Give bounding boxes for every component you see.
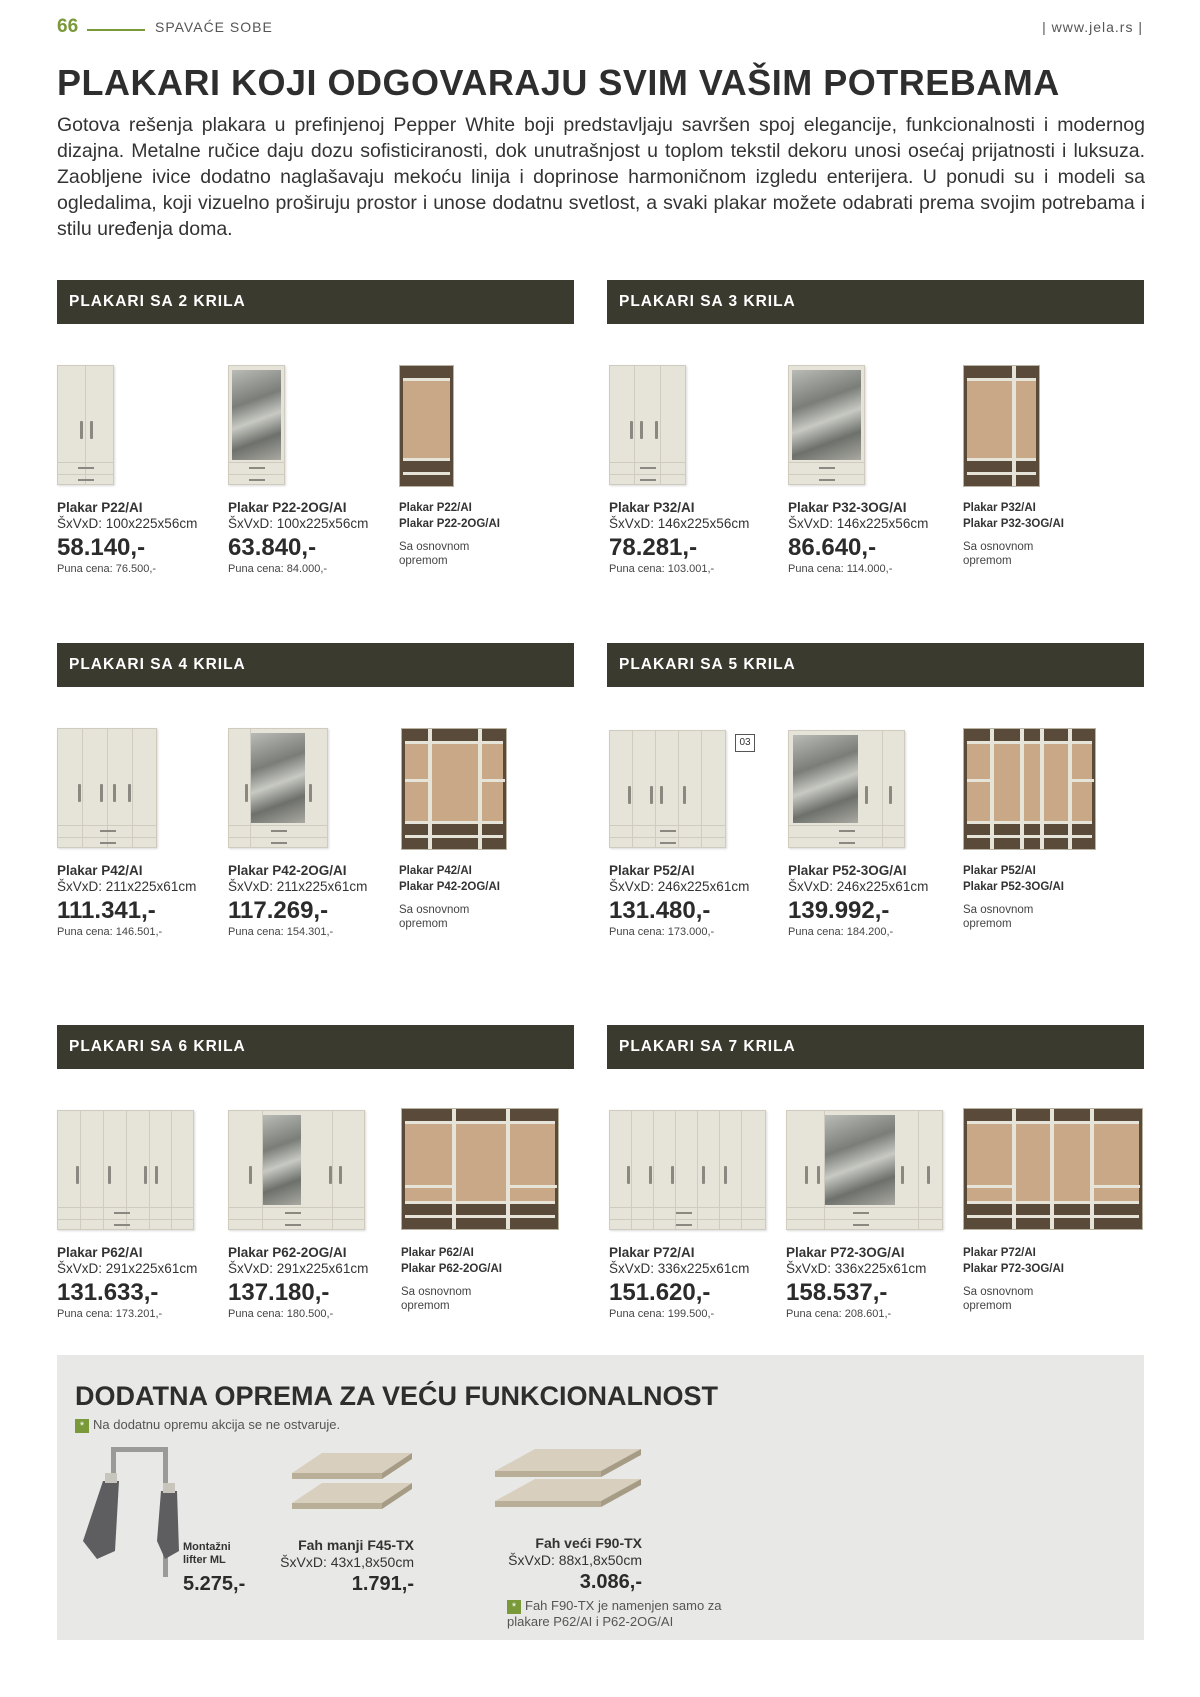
product-price: 139.992,- <box>788 897 890 924</box>
interior-info-5-krila <box>963 863 1123 931</box>
interior-note: Sa osnovnom opremom <box>963 541 1034 567</box>
interior-line-2: Plakar P52-3OG/AI <box>963 881 1064 893</box>
product-dimensions: ŠxVxD: 146x225x56cm <box>609 516 750 531</box>
product-full-price: Puna cena: 173.201,- <box>57 1308 163 1320</box>
interior-line-1: Plakar P32/AI <box>963 502 1036 514</box>
wardrobe-p52-image <box>609 730 726 848</box>
product-full-price: Puna cena: 180.500,- <box>228 1308 334 1320</box>
product-dimensions: ŠxVxD: 211x225x61cm <box>228 879 368 894</box>
product-price: 86.640,- <box>788 534 877 561</box>
product-dimensions: ŠxVxD: 100x225x56cm <box>228 516 369 531</box>
product-full-price: Puna cena: 84.000,- <box>228 563 328 575</box>
product-p52-3og[interactable] <box>788 863 953 939</box>
section-label: SPAVAĆE SOBE <box>155 19 273 35</box>
wardrobe-p42-2og-image <box>228 728 328 848</box>
interior-note: Sa osnovnom opremom <box>963 904 1034 930</box>
accessories-note-text: Na dodatnu opremu akcija se ne ostvaruje. <box>93 1417 341 1432</box>
product-dimensions: ŠxVxD: 211x225x61cm <box>57 879 197 894</box>
page-header <box>57 16 1143 42</box>
lifter-price: 5.275,- <box>183 1573 246 1595</box>
asterisk-icon: * <box>507 1600 521 1614</box>
interior-note: Sa osnovnom opremom <box>399 904 470 930</box>
product-dimensions: ŠxVxD: 336x225x61cm <box>609 1261 750 1276</box>
product-dimensions: ŠxVxD: 246x225x61cm <box>609 879 750 894</box>
wardrobe-p52-3og-image <box>788 730 905 848</box>
interior-line-2: Plakar P72-3OG/AI <box>963 1263 1064 1275</box>
product-full-price: Puna cena: 208.601,- <box>786 1308 892 1320</box>
shelf-f90-note-text: Fah F90-TX je namenjen samo za plakare P62/AI i P62-2OG/AI <box>507 1598 722 1629</box>
product-p22[interactable] <box>57 500 222 576</box>
shelf-f90-image <box>489 1447 649 1527</box>
product-p62-2og[interactable] <box>228 1245 393 1321</box>
product-name: Plakar P72/AI <box>609 1245 695 1260</box>
lifter-name: Montažni lifter ML <box>183 1541 231 1566</box>
product-price: 58.140,- <box>57 534 146 561</box>
product-price: 151.620,- <box>609 1279 711 1306</box>
wardrobe-p22-image <box>57 365 114 485</box>
wardrobe-p52-interior-image <box>963 728 1096 850</box>
intro-paragraph: Gotova rešenja plakara u prefinjenoj Pepper White boji predstavljaju savršen spoj elegancije, funkcionalnosti i modernog dizajna. Metalne ručice daju dozu sofisticiranosti, dok unutrašnjost u toplom tekstil dekoru unosi osećaj prijatnosti i luksuza. Zaobljene ivice dodatno naglašavaju mekoću linija i doprinose harmoničnom izgledu enterijera. U ponudi su i modeli sa ogledalima, koji vizuelno proširuju prostor i unose dodatnu svetlost, a svaki plakar možete odabrati prema svojim potrebama i stilu uređenja doma. <box>57 114 1145 240</box>
wardrobe-p72-image <box>609 1110 766 1230</box>
wardrobe-p32-interior-image <box>963 365 1040 487</box>
lifter-image <box>75 1441 215 1591</box>
product-price: 131.480,- <box>609 897 711 924</box>
image-badge: 03 <box>735 734 755 752</box>
page-number: 66 <box>57 16 79 37</box>
product-p62[interactable] <box>57 1245 222 1321</box>
product-p42-2og[interactable] <box>228 863 393 939</box>
product-p72-3og[interactable] <box>786 1245 951 1321</box>
wardrobe-p62-image <box>57 1110 194 1230</box>
section-heading-7-krila: PLAKARI SA 7 KRILA <box>607 1025 1144 1069</box>
interior-info-2-krila <box>399 500 559 568</box>
wardrobe-p62-2og-image <box>228 1110 365 1230</box>
interior-line-1: Plakar P52/AI <box>963 865 1036 877</box>
wardrobe-p22-2og-image <box>228 365 285 485</box>
shelf-f90[interactable] <box>507 1535 642 1595</box>
section-heading-6-krila: PLAKARI SA 6 KRILA <box>57 1025 574 1069</box>
product-dimensions: ŠxVxD: 336x225x61cm <box>786 1261 927 1276</box>
interior-line-2: Plakar P32-3OG/AI <box>963 518 1064 530</box>
accessories-note <box>75 1417 340 1433</box>
product-dimensions: ŠxVxD: 146x225x56cm <box>788 516 929 531</box>
product-name: Plakar P22/AI <box>57 500 143 515</box>
product-full-price: Puna cena: 146.501,- <box>57 926 163 938</box>
section-heading-3-krila: PLAKARI SA 3 KRILA <box>607 280 1144 324</box>
wardrobe-p42-image <box>57 728 157 848</box>
interior-info-3-krila <box>963 500 1123 568</box>
product-p32[interactable] <box>609 500 774 576</box>
product-price: 111.341,- <box>57 897 156 924</box>
product-p52[interactable] <box>609 863 774 939</box>
wardrobe-p22-interior-image <box>399 365 454 487</box>
interior-line-2: Plakar P22-2OG/AI <box>399 518 500 530</box>
product-name: Plakar P32-3OG/AI <box>788 500 907 515</box>
product-name: Plakar P42/AI <box>57 863 143 878</box>
product-dimensions: ŠxVxD: 246x225x61cm <box>788 879 929 894</box>
section-heading-4-krila: PLAKARI SA 4 KRILA <box>57 643 574 687</box>
interior-line-2: Plakar P42-2OG/AI <box>399 881 500 893</box>
shelf-f45-dims: ŠxVxD: 43x1,8x50cm <box>280 1554 414 1570</box>
shelf-f90-name: Fah veći F90-TX <box>535 1535 642 1551</box>
website-link[interactable]: | www.jela.rs | <box>1042 19 1143 35</box>
interior-info-7-krila <box>963 1245 1123 1313</box>
product-full-price: Puna cena: 199.500,- <box>609 1308 715 1320</box>
product-price: 131.633,- <box>57 1279 159 1306</box>
wardrobe-p72-3og-image <box>786 1110 943 1230</box>
shelf-f90-price: 3.086,- <box>579 1571 642 1593</box>
product-dimensions: ŠxVxD: 291x225x61cm <box>57 1261 198 1276</box>
wardrobe-p42-interior-image <box>401 728 507 850</box>
product-dimensions: ŠxVxD: 291x225x61cm <box>228 1261 369 1276</box>
shelf-f45-price: 1.791,- <box>351 1573 414 1595</box>
interior-info-6-krila <box>401 1245 561 1313</box>
product-name: Plakar P22-2OG/AI <box>228 500 347 515</box>
accessories-title: DODATNA OPREMA ZA VEĆU FUNKCIONALNOST <box>75 1381 718 1411</box>
section-heading-2-krila: PLAKARI SA 2 KRILA <box>57 280 574 324</box>
product-full-price: Puna cena: 103.001,- <box>609 563 715 575</box>
product-name: Plakar P52/AI <box>609 863 695 878</box>
header-divider <box>87 29 145 31</box>
wardrobe-p32-image <box>609 365 686 485</box>
interior-note: Sa osnovnom opremom <box>399 541 470 567</box>
interior-line-1: Plakar P62/AI <box>401 1247 474 1259</box>
interior-line-1: Plakar P22/AI <box>399 502 472 514</box>
product-price: 137.180,- <box>228 1279 330 1306</box>
interior-note: Sa osnovnom opremom <box>963 1286 1034 1312</box>
wardrobe-p32-3og-image <box>788 365 865 485</box>
product-price: 117.269,- <box>228 897 329 924</box>
page-title: PLAKARI KOJI ODGOVARAJU SVIM VAŠIM POTREBAMA <box>57 62 1060 103</box>
interior-line-1: Plakar P42/AI <box>399 865 472 877</box>
product-dimensions: ŠxVxD: 100x225x56cm <box>57 516 198 531</box>
product-name: Plakar P52-3OG/AI <box>788 863 907 878</box>
product-p72[interactable] <box>609 1245 774 1321</box>
shelf-f45[interactable] <box>279 1537 414 1597</box>
shelf-f90-dims: ŠxVxD: 88x1,8x50cm <box>508 1552 642 1568</box>
product-p32-3og[interactable] <box>788 500 953 576</box>
product-full-price: Puna cena: 154.301,- <box>228 926 334 938</box>
product-full-price: Puna cena: 173.000,- <box>609 926 715 938</box>
interior-info-4-krila <box>399 863 559 931</box>
interior-line-1: Plakar P72/AI <box>963 1247 1036 1259</box>
product-name: Plakar P32/AI <box>609 500 695 515</box>
asterisk-icon: * <box>75 1419 89 1433</box>
product-price: 158.537,- <box>786 1279 888 1306</box>
product-full-price: Puna cena: 76.500,- <box>57 563 157 575</box>
product-p42[interactable] <box>57 863 222 939</box>
shelf-f45-image <box>282 1451 422 1531</box>
section-heading-5-krila: PLAKARI SA 5 KRILA <box>607 643 1144 687</box>
product-price: 63.840,- <box>228 534 317 561</box>
wardrobe-p72-interior-image <box>963 1108 1143 1230</box>
interior-line-2: Plakar P62-2OG/AI <box>401 1263 502 1275</box>
shelf-f90-note <box>507 1598 727 1630</box>
product-full-price: Puna cena: 114.000,- <box>788 563 893 575</box>
product-name: Plakar P42-2OG/AI <box>228 863 347 878</box>
wardrobe-p62-interior-image <box>401 1108 559 1230</box>
product-p22-2og[interactable] <box>228 500 393 576</box>
product-name: Plakar P62/AI <box>57 1245 143 1260</box>
product-full-price: Puna cena: 184.200,- <box>788 926 894 938</box>
product-name: Plakar P72-3OG/AI <box>786 1245 905 1260</box>
product-price: 78.281,- <box>609 534 698 561</box>
interior-note: Sa osnovnom opremom <box>401 1286 472 1312</box>
product-name: Plakar P62-2OG/AI <box>228 1245 347 1260</box>
accessories-panel <box>57 1355 1144 1640</box>
shelf-f45-name: Fah manji F45-TX <box>298 1537 414 1553</box>
